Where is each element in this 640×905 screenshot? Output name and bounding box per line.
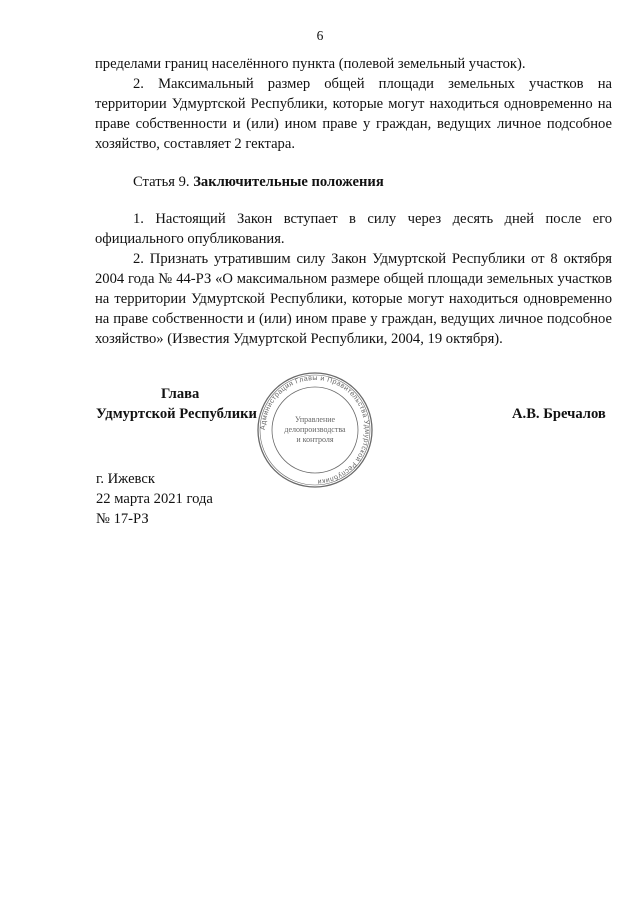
seal-inner-line1: Управление	[294, 415, 336, 424]
seal-inner-line2: делопроизводства	[284, 425, 346, 434]
page-number: 6	[316, 28, 324, 43]
article-heading	[95, 172, 612, 192]
date-of-signing: 22 марта 2021 года	[96, 491, 213, 507]
signatory-region: Удмуртской Республики	[96, 406, 257, 422]
signatory-title: Глава	[161, 386, 200, 402]
paragraph-repeal: 2. Признать утратившим силу Закон Удмуртской Республики от 8 октября 2004 года № 44-РЗ «О максимальном размере общей площади земельных участков на территории Удмуртской Республики, которые могут находиться одновременно на праве собственности и (или) ином праве у граждан, ведущих личное подсобное хозяйство» (Известия Удмуртской Республики, 2004, 19 октября).	[95, 251, 612, 347]
official-seal	[255, 370, 375, 490]
seal-outer-text: Администрация Главы и Правительства Удмуртской Республики	[259, 374, 371, 485]
signatory-name: А.В. Бречалов	[512, 406, 606, 422]
document-footer	[96, 469, 213, 529]
document-body	[95, 54, 612, 349]
paragraph-max-area: 2. Максимальный размер общей площади земельных участков на территории Удмуртской Республики, которые могут находиться одновременно на праве собственности и (или) ином праве у граждан, ведущих личное подсобное хозяйство, составляет 2 гектара.	[95, 76, 612, 152]
place-of-signing: г. Ижевск	[96, 471, 155, 487]
seal-inner-line3: и контроля	[296, 435, 334, 444]
article-label: Статья 9.	[133, 174, 190, 190]
signatory-position	[96, 384, 257, 424]
article-title: Заключительные положения	[193, 174, 384, 190]
paragraph-entry-into-force: 1. Настоящий Закон вступает в силу через десять дней после его официального опубликования.	[95, 211, 612, 247]
law-number: № 17-РЗ	[96, 511, 149, 527]
paragraph-continuation: пределами границ населённого пункта (полевой земельный участок).	[95, 56, 526, 72]
